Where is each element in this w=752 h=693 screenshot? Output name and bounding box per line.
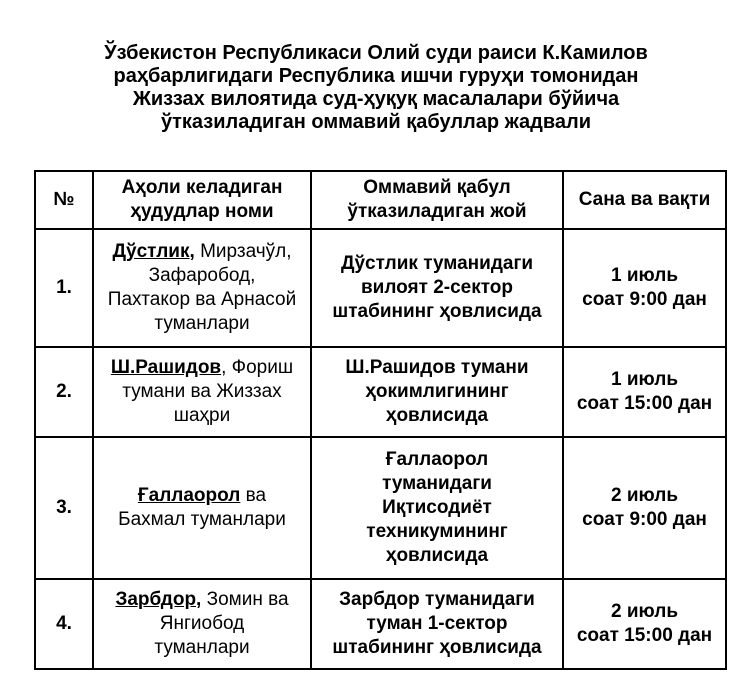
title-line: Жиззах вилоятида суд-ҳуқуқ масалалари бўйича (132, 88, 620, 110)
row-date-time: 2 июль соат 9:00 дан (563, 437, 726, 579)
row-areas: Ш.Рашидов, Фориш тумани ва Жиззах шаҳри (93, 347, 311, 437)
row-areas: Зарбдор, Зомин ва Янгиобод туманлари (93, 579, 311, 669)
title-line: раҳбарлигидаги Республика ишчи гуруҳи томонидан (113, 65, 639, 87)
row-venue: Дўстлик туманидаги вилоят 2-сектор штабининг ҳовлисида (311, 229, 563, 347)
title-line: ўтказиладиган оммавий қабуллар жадвали (160, 111, 592, 133)
row-date-time: 1 июль соат 9:00 дан (563, 229, 726, 347)
row-venue: Ш.Рашидов тумани ҳокимлигининг ҳовлисида (311, 347, 563, 437)
header-areas: Аҳоли келадиган ҳудудлар номи (93, 171, 311, 229)
row-date-time: 2 июль соат 15:00 дан (563, 579, 726, 669)
row-areas: Дўстлик, Мирзачўл, Зафаробод, Пахтакор ва Арнасой туманлари (93, 229, 311, 347)
district-name-highlight: Ғаллаорол (137, 485, 241, 506)
table-row (35, 347, 726, 437)
row-date-time: 1 июль соат 15:00 дан (563, 347, 726, 437)
table-header-row (35, 171, 726, 229)
row-venue: Зарбдор туманидаги туман 1-сектор штабининг ҳовлисида (311, 579, 563, 669)
title-line: Ўзбекистон Республикаси Олий суди раиси К.Камилов (104, 42, 648, 64)
district-name-highlight: Зарбдор, (115, 589, 202, 610)
header-date-time: Сана ва вақти (563, 171, 726, 229)
row-number: 3. (35, 437, 93, 579)
table-row (35, 437, 726, 579)
header-venue: Оммавий қабул ўтказиладиган жой (311, 171, 563, 229)
row-number: 4. (35, 579, 93, 669)
row-number: 1. (35, 229, 93, 347)
table-row (35, 579, 726, 669)
district-name-highlight: Дўстлик, (112, 241, 195, 262)
document-title (0, 42, 752, 134)
row-number: 2. (35, 347, 93, 437)
header-number: № (35, 171, 93, 229)
row-areas: Ғаллаорол ва Бахмал туманлари (93, 437, 311, 579)
district-name-highlight: Ш.Рашидов (110, 357, 222, 378)
row-venue: Ғаллаорол туманидаги Иқтисодиёт техникумининг ҳовлисида (311, 437, 563, 579)
schedule-table (34, 170, 727, 670)
table-row (35, 229, 726, 347)
